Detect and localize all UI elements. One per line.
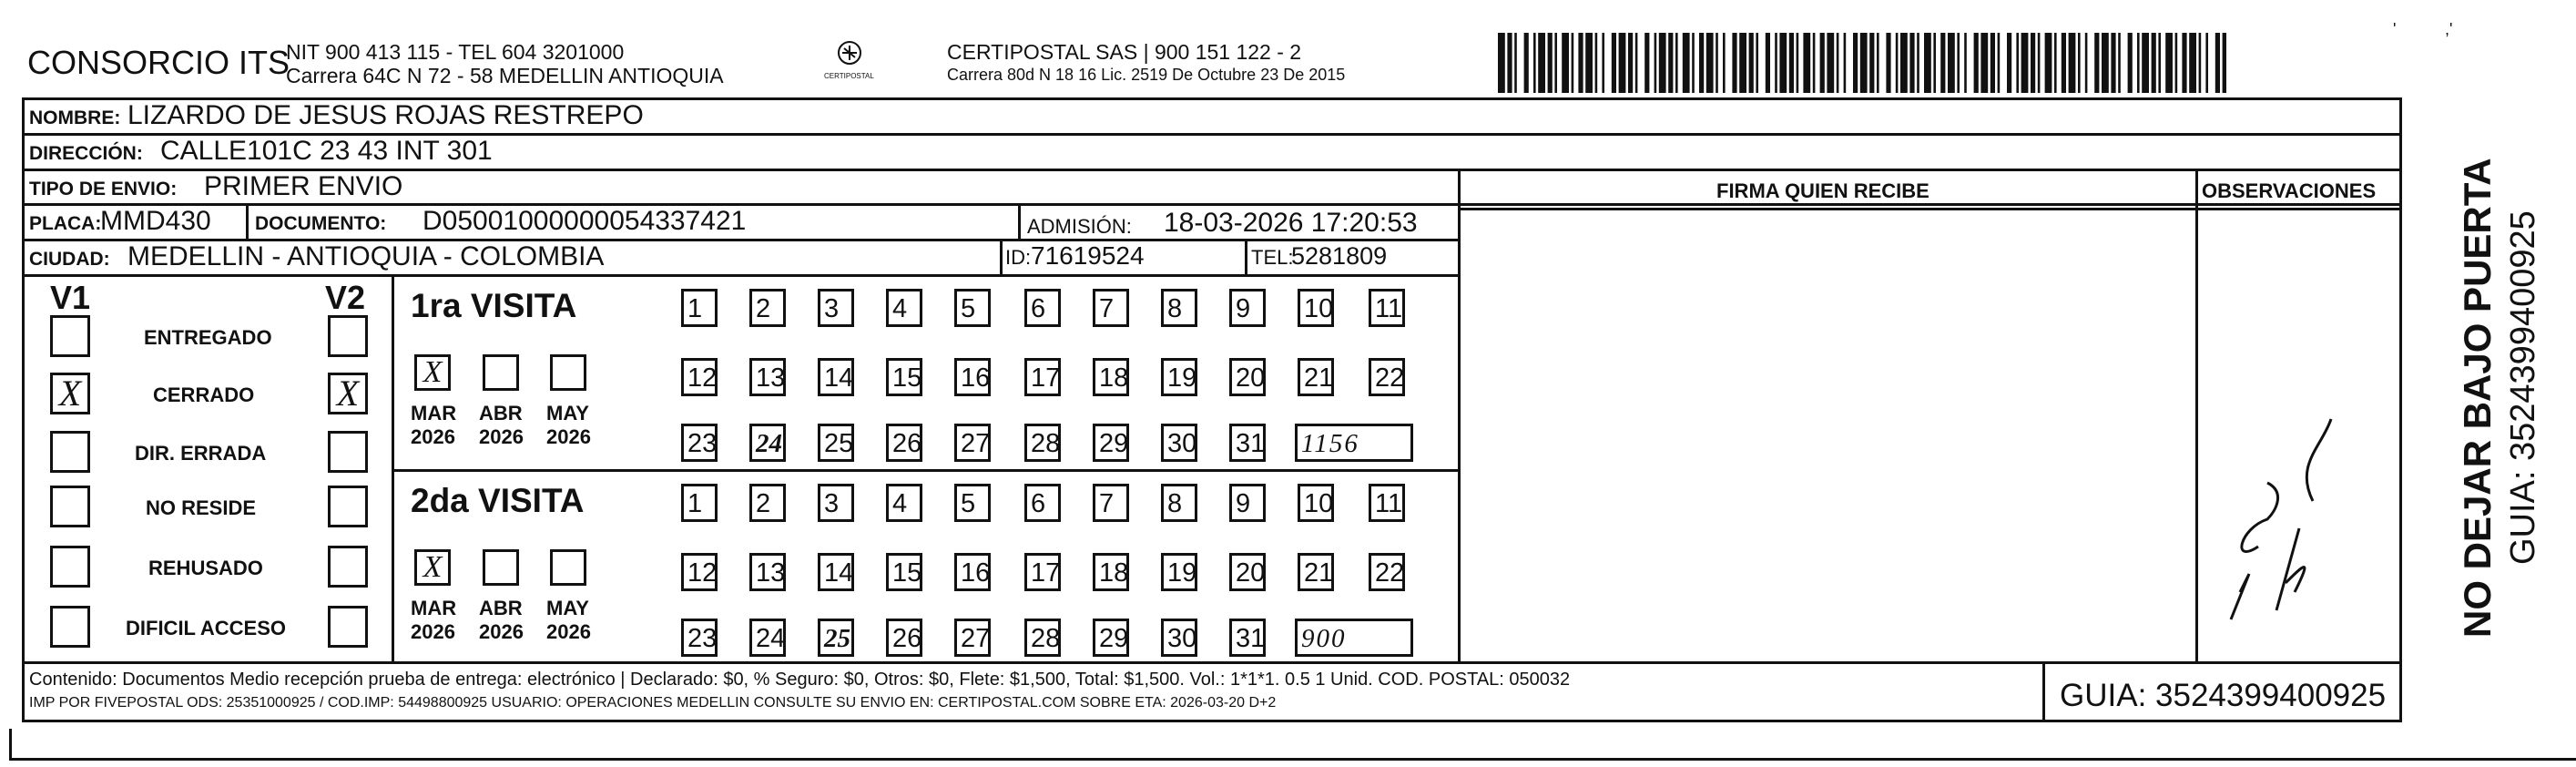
day-box[interactable]: 12 xyxy=(681,358,718,396)
month-year: 2026 xyxy=(546,620,591,643)
day-box[interactable]: 3 xyxy=(818,484,854,522)
v1-checkbox[interactable] xyxy=(50,431,90,473)
visit-time[interactable]: 1156 xyxy=(1295,424,1413,462)
v1-checkbox[interactable] xyxy=(50,546,90,588)
month-checkbox[interactable]: X xyxy=(414,549,451,586)
month-name: MAY xyxy=(546,402,589,424)
no-dejar-label: NO DEJAR BAJO PUERTA xyxy=(2456,158,2499,638)
day-box[interactable]: 17 xyxy=(1024,553,1061,591)
day-box[interactable]: 2 xyxy=(749,289,786,327)
day-box[interactable]: 22 xyxy=(1369,358,1405,396)
tel-label: TEL: xyxy=(1251,246,1294,269)
v2-checkbox[interactable] xyxy=(328,431,368,473)
day-box[interactable]: 11 xyxy=(1369,484,1405,522)
v2-checkbox[interactable] xyxy=(328,315,368,357)
barcode xyxy=(1498,33,2226,93)
month-year: 2026 xyxy=(546,425,591,448)
v2-checkbox[interactable] xyxy=(328,546,368,588)
company-name: CONSORCIO ITS xyxy=(27,44,290,81)
address-label: DIRECCIÓN: xyxy=(29,143,143,164)
month-checkbox[interactable] xyxy=(550,549,586,586)
month-year: 2026 xyxy=(479,620,524,643)
day-box[interactable]: 13 xyxy=(749,553,786,591)
month-year: 2026 xyxy=(411,425,455,448)
month-name: MAR xyxy=(411,597,457,619)
day-box[interactable]: 7 xyxy=(1093,484,1129,522)
month-year: 2026 xyxy=(411,620,455,643)
day-box[interactable]: 20 xyxy=(1229,358,1266,396)
status-label: NO RESIDE xyxy=(146,496,257,519)
day-box[interactable]: 11 xyxy=(1369,289,1405,327)
document-label: DOCUMENTO: xyxy=(255,213,387,234)
courier-name: CERTIPOSTAL SAS | 900 151 122 - 2 xyxy=(947,40,1302,64)
month-checkbox[interactable]: X xyxy=(414,354,451,391)
visit-time[interactable]: 900 xyxy=(1295,619,1413,657)
observaciones-header: OBSERVACIONES xyxy=(2202,179,2377,202)
day-box[interactable]: 26 xyxy=(886,424,922,462)
day-box[interactable]: 2 xyxy=(749,484,786,522)
day-box[interactable]: 19 xyxy=(1161,553,1197,591)
tel-value: 5281809 xyxy=(1291,242,1388,270)
day-box[interactable]: 31 xyxy=(1229,619,1266,657)
month-name: ABR xyxy=(479,402,523,424)
day-box[interactable]: 21 xyxy=(1298,553,1334,591)
firma-header: FIRMA QUIEN RECIBE xyxy=(1716,179,1929,202)
signature-scribble xyxy=(2213,346,2349,638)
month-name: ABR xyxy=(479,597,523,619)
day-box[interactable]: 24 xyxy=(749,424,786,462)
status-label: REHUSADO xyxy=(148,557,263,579)
company-nit-tel: NIT 900 413 115 - TEL 604 3201000 xyxy=(286,40,625,64)
plate-label: PLACA: xyxy=(29,213,102,234)
courier-address: Carrera 80d N 18 16 Lic. 2519 De Octubre 23 De 2015 xyxy=(947,66,1346,84)
document-value: D05001000000054337421 xyxy=(423,206,747,236)
day-box[interactable]: 9 xyxy=(1229,289,1266,327)
day-box[interactable]: 20 xyxy=(1229,553,1266,591)
day-box[interactable]: 28 xyxy=(1024,619,1061,657)
day-box[interactable]: 6 xyxy=(1024,289,1061,327)
day-box[interactable]: 17 xyxy=(1024,358,1061,396)
day-box[interactable]: 8 xyxy=(1161,484,1197,522)
visit-title: 1ra VISITA xyxy=(411,287,577,324)
v2-header: V2 xyxy=(325,279,366,316)
v1-checkbox[interactable] xyxy=(50,315,90,357)
day-box[interactable]: 29 xyxy=(1093,619,1129,657)
v2-checkbox[interactable] xyxy=(328,606,368,648)
day-box[interactable]: 6 xyxy=(1024,484,1061,522)
admission-value: 18-03-2026 17:20:53 xyxy=(1164,208,1418,238)
day-box[interactable]: 1 xyxy=(681,289,718,327)
corner-mark: ' xyxy=(2393,20,2397,38)
v1-checkbox[interactable]: X xyxy=(50,373,90,414)
month-name: MAY xyxy=(546,597,589,619)
v1-checkbox[interactable] xyxy=(50,606,90,648)
day-box[interactable]: 27 xyxy=(954,619,991,657)
day-box[interactable]: 24 xyxy=(749,619,786,657)
day-box[interactable]: 3 xyxy=(818,289,854,327)
day-box[interactable]: 14 xyxy=(818,553,854,591)
day-box[interactable]: 28 xyxy=(1024,424,1061,462)
footer-guia: GUIA: 3524399400925 xyxy=(2060,678,2387,713)
day-box[interactable]: 25 xyxy=(818,619,854,657)
day-box[interactable]: 8 xyxy=(1161,289,1197,327)
visit-title: 2da VISITA xyxy=(411,482,585,519)
certipostal-logo-icon xyxy=(833,40,866,71)
month-checkbox[interactable] xyxy=(550,354,586,391)
status-label: DIFICIL ACCESO xyxy=(126,617,287,639)
day-box[interactable]: 18 xyxy=(1093,553,1129,591)
day-box[interactable]: 10 xyxy=(1298,484,1334,522)
recipient-name: LIZARDO DE JESUS ROJAS RESTREPO xyxy=(127,100,644,130)
day-box[interactable]: 10 xyxy=(1298,289,1334,327)
day-box[interactable]: 5 xyxy=(954,484,991,522)
side-guia: GUIA: 3524399400925 xyxy=(2504,210,2542,565)
name-label: NOMBRE: xyxy=(29,107,121,128)
status-label: ENTREGADO xyxy=(144,326,272,349)
day-box[interactable]: 31 xyxy=(1229,424,1266,462)
day-box[interactable]: 4 xyxy=(886,484,922,522)
day-box[interactable]: 15 xyxy=(886,553,922,591)
day-box[interactable]: 16 xyxy=(954,358,991,396)
v2-checkbox[interactable] xyxy=(328,486,368,527)
day-box[interactable]: 14 xyxy=(818,358,854,396)
v1-checkbox[interactable] xyxy=(50,486,90,527)
footer-line1: Contenido: Documentos Medio recepción prueba de entrega: electrónico | Declarado: $0, % Seguro: $0, Otros: $0, Flete: $1,500, Total: $1,500. Vol.: 1*1*1. 0.5 1 Unid. COD. POSTAL: 050032 xyxy=(29,670,1571,690)
day-box[interactable]: 16 xyxy=(954,553,991,591)
day-box[interactable]: 29 xyxy=(1093,424,1129,462)
day-box[interactable]: 30 xyxy=(1161,424,1197,462)
day-box[interactable]: 18 xyxy=(1093,358,1129,396)
admission-label: ADMISIÓN: xyxy=(1027,215,1132,238)
plate-value: MMD430 xyxy=(100,206,211,236)
day-box[interactable]: 21 xyxy=(1298,358,1334,396)
send-type-value: PRIMER ENVIO xyxy=(204,171,403,201)
status-label: CERRADO xyxy=(153,384,255,406)
day-box[interactable]: 19 xyxy=(1161,358,1197,396)
id-label: ID: xyxy=(1005,246,1032,269)
day-box[interactable]: 26 xyxy=(886,619,922,657)
month-year: 2026 xyxy=(479,425,524,448)
day-box[interactable]: 23 xyxy=(681,619,718,657)
month-checkbox[interactable] xyxy=(483,549,519,586)
day-box[interactable]: 4 xyxy=(886,289,922,327)
month-name: MAR xyxy=(411,402,457,424)
id-value: 71619524 xyxy=(1031,241,1145,270)
city-value: MEDELLIN - ANTIOQUIA - COLOMBIA xyxy=(127,241,605,271)
day-box[interactable]: 25 xyxy=(818,424,854,462)
day-box[interactable]: 22 xyxy=(1369,553,1405,591)
day-box[interactable]: 9 xyxy=(1229,484,1266,522)
footer-line2: IMP POR FIVEPOSTAL ODS: 25351000925 / COD.IMP: 54498800925 USUARIO: OPERACIONES MEDELLIN CONSULTE SU ENVIO EN: CERTIPOSTAL.COM SOBRE ETA: 2026-03-20 D+2 xyxy=(29,695,1277,711)
certipostal-logo-text: CERTIPOSTAL xyxy=(824,72,874,80)
day-box[interactable]: 30 xyxy=(1161,619,1197,657)
day-box[interactable]: 5 xyxy=(954,289,991,327)
city-label: CIUDAD: xyxy=(29,249,110,270)
status-label: DIR. ERRADA xyxy=(135,442,267,465)
day-box[interactable]: 27 xyxy=(954,424,991,462)
day-box[interactable]: 13 xyxy=(749,358,786,396)
day-box[interactable]: 7 xyxy=(1093,289,1129,327)
v2-checkbox[interactable]: X xyxy=(328,373,368,414)
recipient-address: CALLE101C 23 43 INT 301 xyxy=(160,136,493,166)
month-checkbox[interactable] xyxy=(483,354,519,391)
company-address: Carrera 64C N 72 - 58 MEDELLIN ANTIOQUIA xyxy=(286,64,724,87)
corner-mark-2: ,' xyxy=(2445,20,2453,38)
day-box[interactable]: 15 xyxy=(886,358,922,396)
day-box[interactable]: 1 xyxy=(681,484,718,522)
send-type-label: TIPO DE ENVIO: xyxy=(29,179,178,199)
day-box[interactable]: 12 xyxy=(681,553,718,591)
v1-header: V1 xyxy=(50,279,91,316)
day-box[interactable]: 23 xyxy=(681,424,718,462)
